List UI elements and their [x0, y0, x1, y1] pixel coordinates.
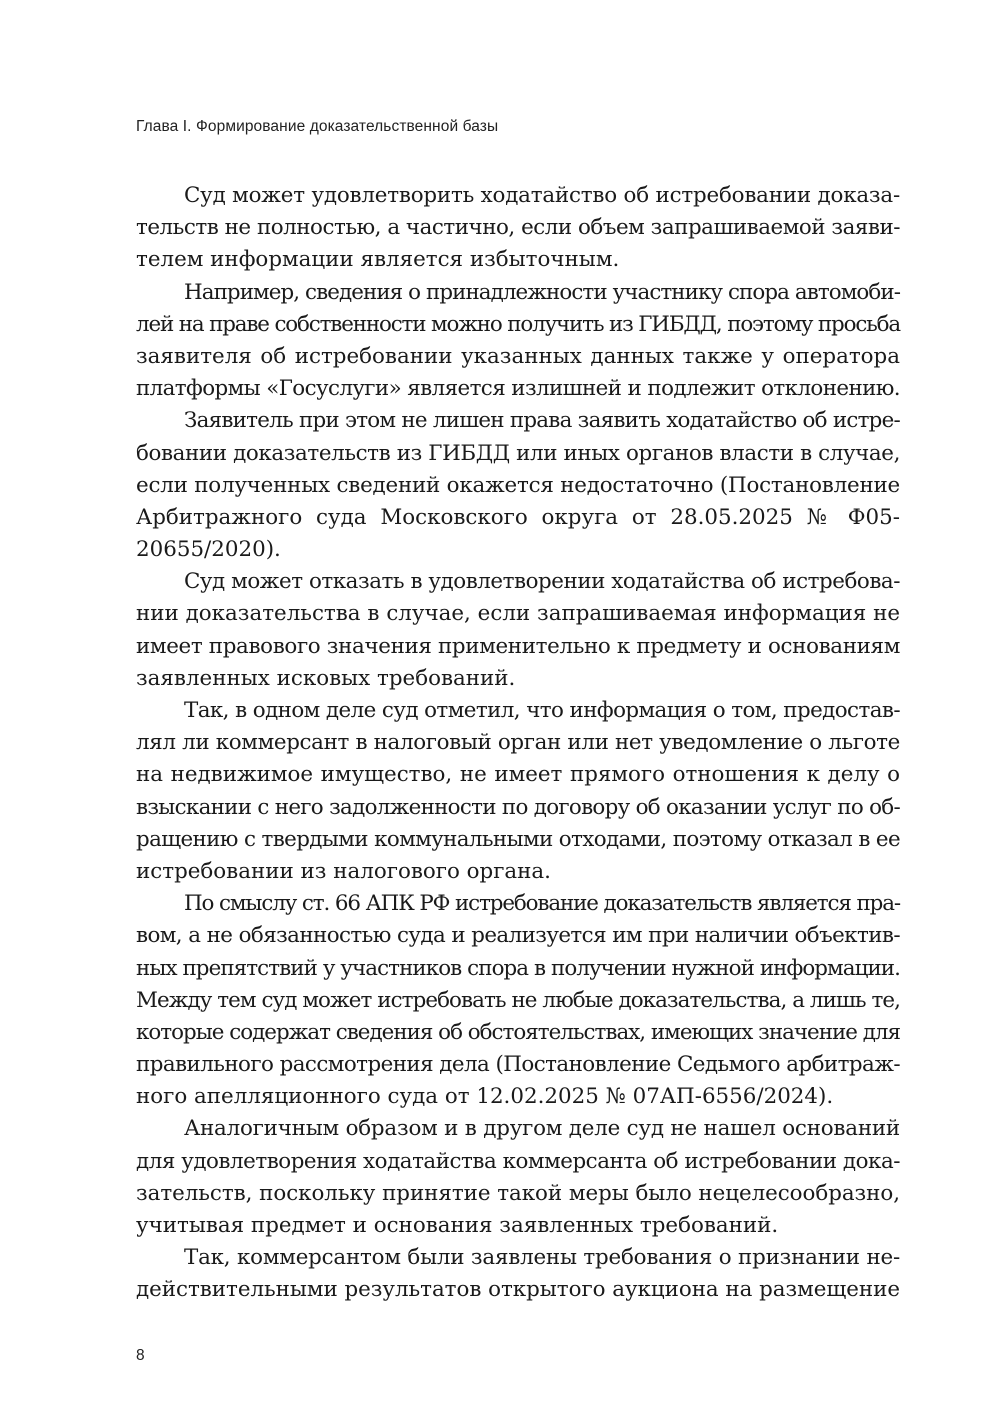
text-line: ных препятствий у участников спора в получении нужной информации.	[136, 955, 901, 981]
text-line: если полученных сведений окажется недостаточно (Постановление	[136, 472, 900, 498]
text-line: лял ли коммерсант в налоговый орган или нет уведомление о льготе	[136, 730, 900, 756]
text-line: учитывая предмет и основания заявленных требований.	[136, 1213, 779, 1238]
body-text	[136, 180, 900, 1307]
text-line: ного апелляционного суда от 12.02.2025 № 07АП-6556/2024).	[136, 1084, 834, 1110]
text-line: для удовлетворения ходатайства коммерсанта об истребовании дока-	[136, 1148, 901, 1174]
text-line: на недвижимое имущество, не имеет прямого отношения к делу о	[136, 762, 900, 788]
text-line: взыскании с него задолженности по договору об оказании услуг по об-	[136, 794, 900, 820]
text-line: истребовании из налогового органа.	[136, 858, 551, 884]
text-line: По смыслу ст. 66 АПК РФ истребование доказательств является пра-	[184, 891, 900, 917]
text-line: действительными результатов открытого аукциона на размещение	[136, 1277, 901, 1303]
text-line: нии доказательства в случае, если запрашиваемая информация не	[136, 601, 900, 627]
text-line: Заявитель при этом не лишен права заявить ходатайство об истре-	[184, 408, 901, 434]
text-line: платформы «Госуслуги» является излишней и подлежит отклонению.	[136, 376, 900, 402]
text-line: заявленных исковых требований.	[136, 665, 516, 691]
text-line: заявителя об истребовании указанных данных также у оператора	[136, 343, 900, 369]
text-line: Суд может отказать в удовлетворении ходатайства об истребова-	[184, 569, 900, 595]
text-line: Аналогичным образом и в другом деле суд не нашел оснований	[184, 1116, 900, 1142]
text-line: Между тем суд может истребовать не любые доказательства, а лишь те,	[136, 987, 900, 1013]
text-line: телем информации является избыточным.	[136, 247, 620, 273]
text-line: ращению с твердыми коммунальными отходами, поэтому отказал в ее	[136, 826, 901, 852]
running-head: Глава I. Формирование доказательственной базы	[136, 118, 499, 135]
text-line: Так, в одном деле суд отметил, что информация о том, предостав-	[184, 698, 900, 723]
text-line: зательств, поскольку принятие такой меры было нецелесообразно,	[136, 1180, 900, 1206]
text-line: которые содержат сведения об обстоятельствах, имеющих значение для	[136, 1019, 901, 1045]
text-line: правильного рассмотрения дела (Постановление Седьмого арбитраж-	[136, 1052, 900, 1078]
text-line: 20655/2020).	[136, 537, 281, 563]
text-line: Арбитражного суда Московского округа от 28.05.2025 № Ф05-	[136, 504, 900, 530]
text-line: Суд может удовлетворить ходатайство об истребовании доказа-	[184, 183, 900, 208]
page-number: 8	[136, 1347, 145, 1364]
text-line: лей на праве собственности можно получить из ГИБДД, поэтому просьба	[136, 311, 901, 337]
text-line: имеет правового значения применительно к предмету и основаниям	[136, 633, 900, 659]
text-line: тельств не полностью, а частично, если объем запрашиваемой заяви-	[136, 215, 901, 241]
text-line: бовании доказательств из ГИБДД или иных органов власти в случае,	[136, 440, 900, 466]
text-line: вом, а не обязанностью суда и реализуется им при наличии объектив-	[136, 923, 900, 949]
text-line: Так, коммерсантом были заявлены требования о признании не-	[184, 1245, 901, 1271]
text-line: Например, сведения о принадлежности участнику спора автомоби-	[184, 279, 901, 305]
